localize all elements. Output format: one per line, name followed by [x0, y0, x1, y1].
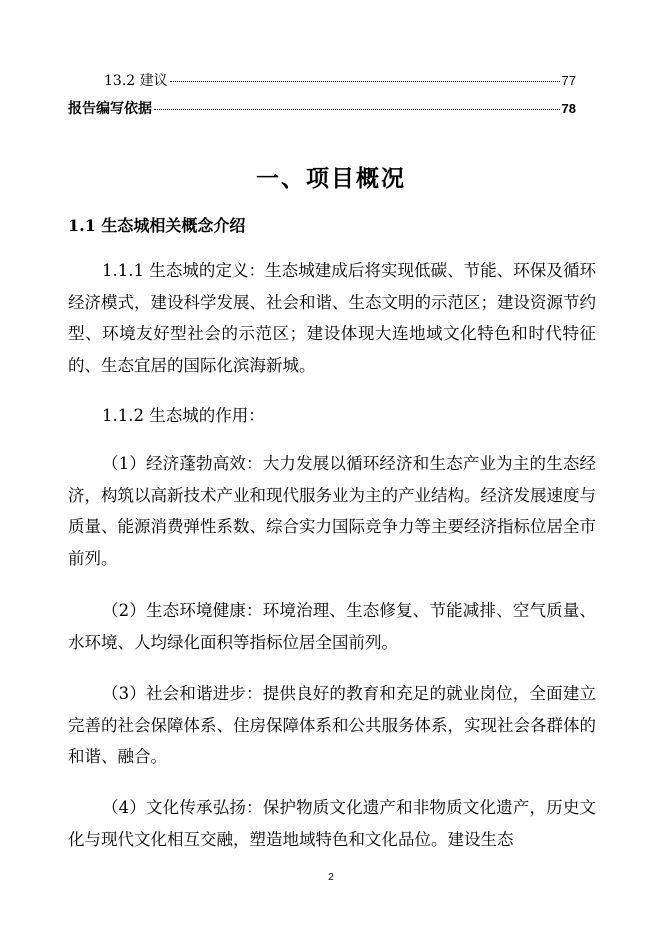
paragraph-ecology: （2）生态环境健康：环境治理、生态修复、节能减排、空气质量、水环境、人均绿化面积等指标位居全国前列。 [68, 601, 596, 652]
paragraph-society: （3）社会和谐进步：提供良好的教育和充足的就业岗位，全面建立完善的社会保障体系、住房保障体系和公共服务体系，实现社会各群体的和谐、融合。 [68, 684, 596, 766]
chapter-title: 一、项目概况 [256, 165, 406, 192]
paragraph-economy: （1）经济蓬勃高效：大力发展以循环经济和生态产业为主的生态经济，构筑以高新技术产业和现代服务业为主的产业结构。经济发展速度与质量、能源消费弹性系数、综合实力国际竞争力等主要经济指标位居全市前列。 [68, 454, 596, 568]
toc-entry-page: 78 [561, 101, 576, 116]
toc-entry-label: 报告编写依据 [68, 101, 152, 117]
page-number: 2 [328, 872, 334, 883]
toc-entry-label: 13.2 建议 [104, 73, 168, 89]
toc-dot-leader [154, 109, 560, 110]
paragraph-role-heading: 1.1.2 生态城的作用： [102, 406, 265, 425]
toc-entry-page: 77 [561, 73, 576, 88]
paragraph-definition: 1.1.1 生态城的定义：生态城建成后将实现低碳、节能、环保及循环经济模式，建设科学发展、社会和谐、生态文明的示范区；建设资源节约型、环境友好型社会的示范区；建设体现大连地域文化特色和时代特征的、生态宜居的国际化滨海新城。 [68, 261, 596, 375]
paragraph-culture: （4）文化传承弘扬：保护物质文化遗产和非物质文化遗产，历史文化与现代文化相互交融，塑造地域特色和文化品位。建设生态 [68, 798, 596, 849]
toc-entry-report-basis[interactable] [68, 98, 576, 116]
toc-dot-leader [170, 81, 560, 82]
toc-entry-13-2[interactable] [68, 70, 576, 88]
section-title: 1.1 生态城相关概念介绍 [68, 216, 246, 235]
